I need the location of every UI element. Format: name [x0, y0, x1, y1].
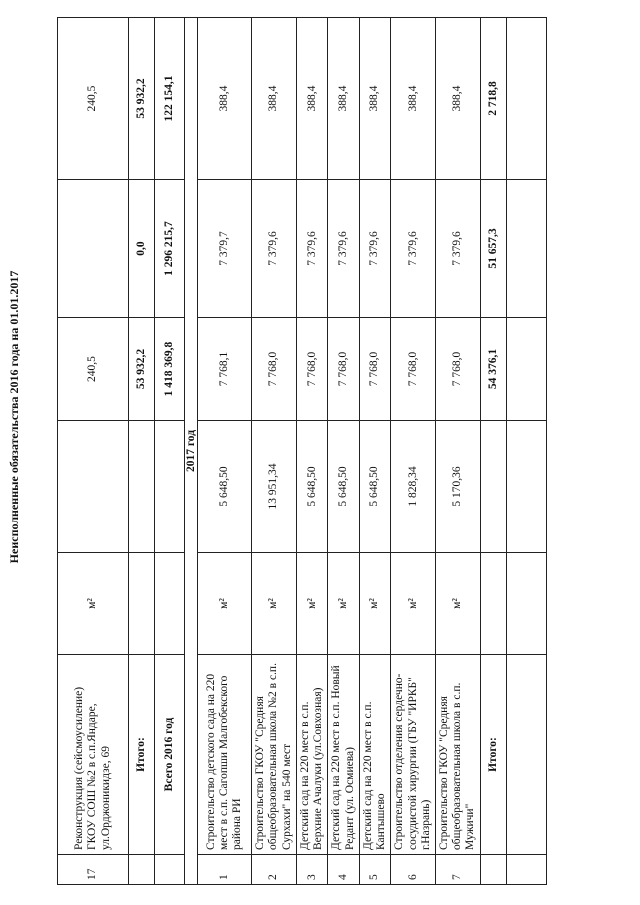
- footer-note: Неисполненные обязательства 2016 года на 01.01.2017: [7, 270, 21, 564]
- value-regional: 388,4: [252, 18, 297, 180]
- object-name: Строительство детского сада на 220 мест в с.п. Сагопши Малгобекского района РИ: [198, 655, 252, 855]
- empty-cell: [480, 421, 506, 553]
- object-name: Детский сад на 220 мест в с.п. Кантышево: [359, 655, 390, 855]
- row-number: 17: [58, 855, 129, 885]
- empty-cell: [506, 318, 546, 421]
- subtotal-regional: 53 932,2: [129, 18, 155, 180]
- row-number: 5: [359, 855, 390, 885]
- table-row: [198, 18, 252, 885]
- empty-cell: [506, 421, 546, 553]
- capacity-cell: 5 648,50: [297, 421, 328, 553]
- value-federal: 7 379,6: [435, 180, 480, 318]
- subtotal-label: Итого:: [129, 655, 155, 855]
- row-number: 2: [252, 855, 297, 885]
- value-regional: 388,4: [359, 18, 390, 180]
- empty-row: [506, 18, 546, 885]
- year-header-row: [185, 18, 198, 885]
- value-federal: 7 379,6: [391, 180, 436, 318]
- value-federal: 7 379,7: [198, 180, 252, 318]
- value-total: 7 768,1: [198, 318, 252, 421]
- table-row: [58, 18, 129, 885]
- table-row: [252, 18, 297, 885]
- capacity-cell: 5 648,50: [198, 421, 252, 553]
- capacity-cell: 5 648,50: [359, 421, 390, 553]
- unit-cell: м²: [359, 553, 390, 655]
- empty-cell: [506, 18, 546, 180]
- value-regional: 388,4: [198, 18, 252, 180]
- value-total: 7 768,0: [328, 318, 359, 421]
- subtotal-total: 53 932,2: [129, 318, 155, 421]
- subtotal-row: [129, 18, 155, 885]
- unit-cell: м²: [435, 553, 480, 655]
- value-total: 7 768,0: [297, 318, 328, 421]
- value-total: 7 768,0: [435, 318, 480, 421]
- empty-cell: [506, 855, 546, 885]
- year-total-total: 1 418 369,8: [155, 318, 185, 421]
- capacity-cell: 5 170,36: [435, 421, 480, 553]
- value-regional: 388,4: [435, 18, 480, 180]
- unit-cell: м²: [391, 553, 436, 655]
- value-federal: 7 379,6: [297, 180, 328, 318]
- year-total-label: Всего 2016 год: [155, 655, 185, 855]
- object-name: Детский сад на 220 мест в с.п. Верхние Ачалуки (ул.Совхозная): [297, 655, 328, 855]
- empty-cell: [129, 855, 155, 885]
- value-total: 7 768,0: [391, 318, 436, 421]
- row-number: 6: [391, 855, 436, 885]
- year-total-row: [155, 18, 185, 885]
- row-number: 3: [297, 855, 328, 885]
- value-federal: 7 379,6: [359, 180, 390, 318]
- value-total: 7 768,0: [359, 318, 390, 421]
- budget-table: [57, 17, 547, 885]
- year-header: 2017 год: [185, 18, 198, 885]
- object-name: Детский сад на 220 мест в с.п. Новый Редант (ул. Осмиева): [328, 655, 359, 855]
- empty-cell: [155, 855, 185, 885]
- subtotal-federal: 0,0: [129, 180, 155, 318]
- empty-cell: [155, 553, 185, 655]
- table-row: [359, 18, 390, 885]
- row-number: 1: [198, 855, 252, 885]
- year-total-federal: 1 296 215,7: [155, 180, 185, 318]
- subtotal-label: Итого:: [480, 655, 506, 855]
- value-regional: 388,4: [297, 18, 328, 180]
- empty-cell: [129, 553, 155, 655]
- row-number: 4: [328, 855, 359, 885]
- object-name: Строительство ГКОУ "Средняя общеобразовательная школа в с.п. Мужичи": [435, 655, 480, 855]
- empty-cell: [506, 180, 546, 318]
- table-row: [297, 18, 328, 885]
- year-total-regional: 122 154,1: [155, 18, 185, 180]
- capacity-cell: 13 951,34: [252, 421, 297, 553]
- subtotal-total: 54 376,1: [480, 318, 506, 421]
- value-total: 7 768,0: [252, 318, 297, 421]
- subtotal-federal: 51 657,3: [480, 180, 506, 318]
- empty-cell: [506, 655, 546, 855]
- value-federal: [58, 180, 129, 318]
- value-federal: 7 379,6: [328, 180, 359, 318]
- empty-cell: [506, 553, 546, 655]
- unit-cell: м²: [58, 553, 129, 655]
- empty-cell: [129, 421, 155, 553]
- unit-cell: м²: [328, 553, 359, 655]
- empty-cell: [480, 553, 506, 655]
- unit-cell: м²: [252, 553, 297, 655]
- capacity-cell: [58, 421, 129, 553]
- value-regional: 388,4: [391, 18, 436, 180]
- value-total: 240,5: [58, 318, 129, 421]
- capacity-cell: 5 648,50: [328, 421, 359, 553]
- table-row: [328, 18, 359, 885]
- object-name: Строительство отделения сердечно-сосудистой хирургии (ГБУ "ИРКБ" г.Назрань): [391, 655, 436, 855]
- unit-cell: м²: [198, 553, 252, 655]
- object-name: Реконструкция (сейсмоусиление) ГКОУ СОШ №2 в с.п.Яндаре, ул.Орджоникидзе, 69: [58, 655, 129, 855]
- capacity-cell: 1 828,34: [391, 421, 436, 553]
- empty-cell: [155, 421, 185, 553]
- object-name: Строительство ГКОУ "Средняя общеобразовательная школа №2 в с.п. Сурхахи" на 540 мест: [252, 655, 297, 855]
- empty-cell: [480, 855, 506, 885]
- unit-cell: м²: [297, 553, 328, 655]
- value-federal: 7 379,6: [252, 180, 297, 318]
- value-regional: 388,4: [328, 18, 359, 180]
- table-row: [391, 18, 436, 885]
- subtotal-row: [480, 18, 506, 885]
- row-number: 7: [435, 855, 480, 885]
- subtotal-regional: 2 718,8: [480, 18, 506, 180]
- table-row: [435, 18, 480, 885]
- value-regional: 240,5: [58, 18, 129, 180]
